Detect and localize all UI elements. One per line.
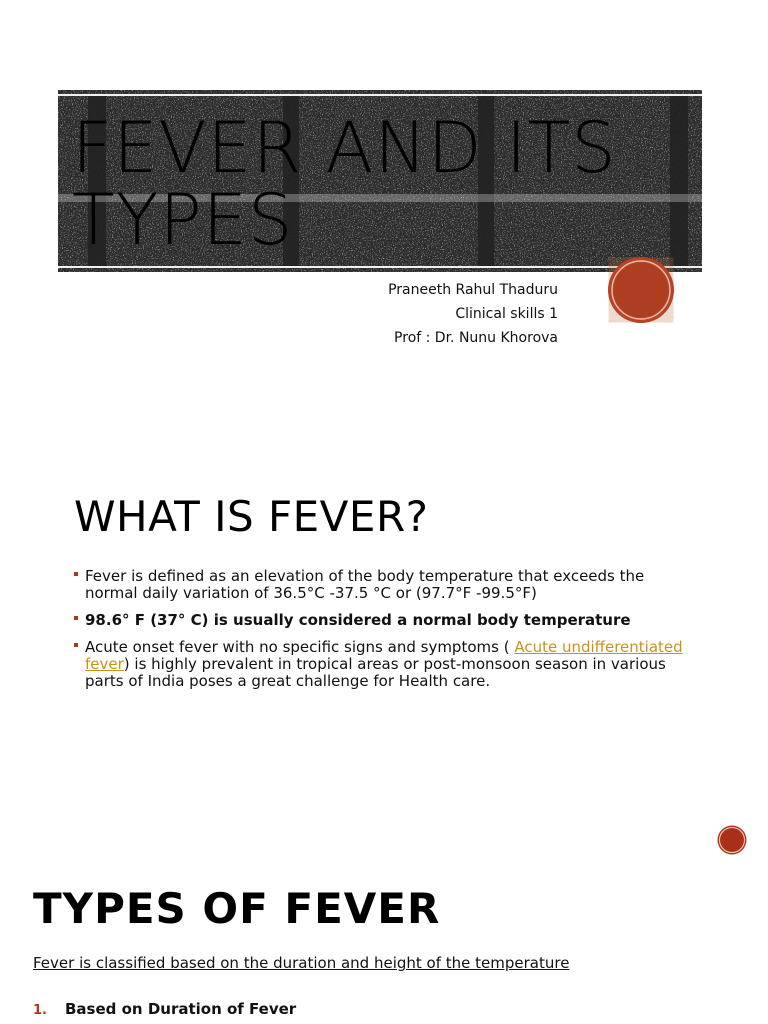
bullet-marker	[74, 643, 78, 647]
course-name: Clinical skills 1	[455, 306, 558, 322]
list-item	[74, 568, 684, 602]
bullet-marker	[74, 616, 78, 620]
bullet-text-pre: Acute onset fever with no specific signs and symptoms (	[85, 638, 515, 656]
numbered-item	[33, 1000, 296, 1018]
bullet-text: 98.6° F (37° C) is usually considered a normal body temperature	[85, 611, 631, 629]
list-item	[74, 612, 684, 629]
acute-undifferentiated-fever-link[interactable]: Acute undifferentiated fever	[85, 638, 683, 673]
bullet-text: Fever is defined as an elevation of the body temperature that exceeds the normal daily variation of 36.5°C -37.5 °C or (97.7°F -99.5°F)	[85, 567, 645, 602]
professor-name: Prof : Dr. Nunu Khorova	[394, 330, 558, 346]
slide3-subtitle: Fever is classified based on the duration and height of the temperature	[33, 954, 570, 972]
presenter-info	[388, 278, 558, 350]
presenter-name: Praneeth Rahul Thaduru	[388, 282, 558, 298]
fever-definition-list	[74, 568, 684, 700]
slide2-title: WHAT IS FEVER?	[74, 492, 429, 541]
what-is-fever-slide	[0, 440, 768, 860]
list-item	[74, 639, 684, 690]
decorative-small-circle-icon	[717, 825, 747, 855]
types-of-fever-slide	[0, 860, 768, 1024]
bullet-marker	[74, 572, 78, 576]
item-text: Based on Duration of Fever	[65, 1000, 297, 1018]
bullet-text-post: ) is highly prevalent in tropical areas or post-monsoon season in various parts of India poses a great challenge for Health care.	[85, 655, 666, 690]
title-slide	[0, 0, 768, 440]
slide3-title: TYPES OF FEVER	[33, 884, 441, 933]
slide-title: FEVER AND ITS TYPES	[72, 107, 617, 261]
item-number: 1.	[33, 1003, 47, 1018]
decorative-circle-icon	[607, 256, 675, 324]
